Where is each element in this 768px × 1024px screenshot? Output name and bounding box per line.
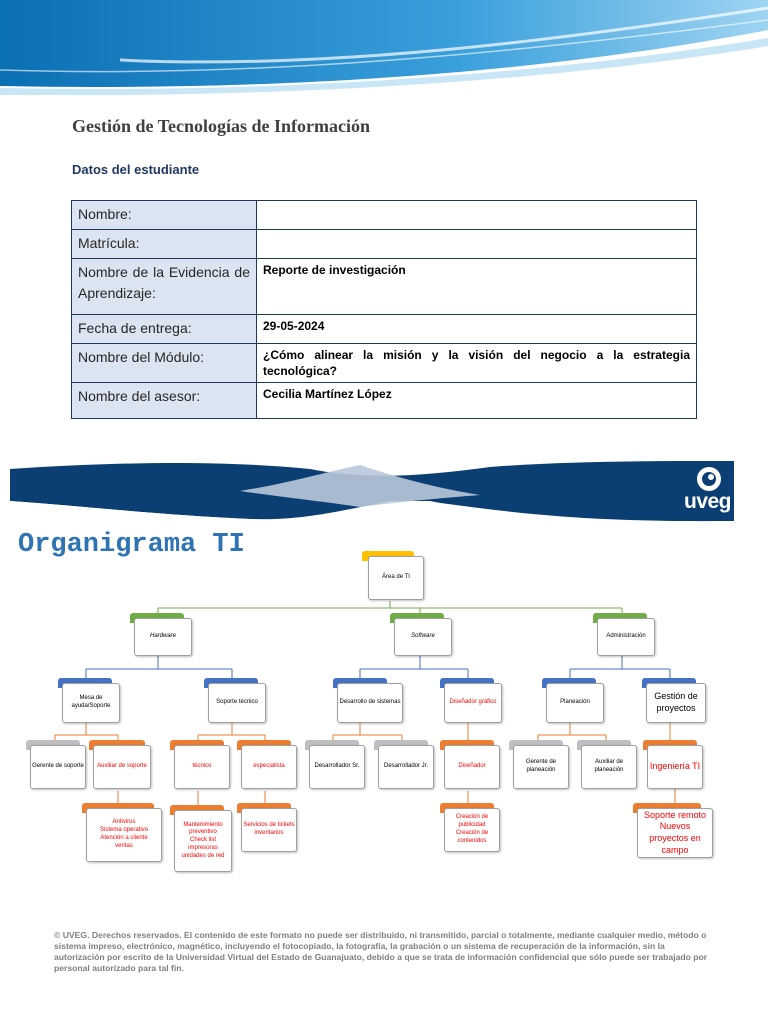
row-value: ¿Cómo alinear la misión y la visión del negocio a la estrategia tecnológica? (257, 344, 697, 383)
section-title: Datos del estudiante (72, 162, 200, 177)
org-node-gerente-planeacion: Gerente de planeación (513, 745, 569, 789)
org-node-tecnico: técnico (174, 745, 230, 789)
org-node-disenador-grafico: Diseñador gráfico (444, 683, 502, 723)
org-node-ingenieria-ti: Ingeniería TI (647, 745, 703, 789)
document-title: Gestión de Tecnologías de Información (72, 116, 371, 136)
table-row (72, 344, 697, 383)
table-row (72, 201, 697, 230)
org-node-planeacion: Planeación (546, 683, 604, 723)
task-item: ventas (115, 842, 133, 849)
row-label: Matrícula: (72, 230, 257, 259)
org-node-soporte-tecnico: Soporte técnico (208, 683, 266, 723)
task-item: Antivirus (112, 819, 136, 826)
task-item: Nuevos proyectos en campo (649, 821, 701, 855)
task-item: Creación de publicidad (455, 814, 489, 829)
row-value: Reporte de investigación (257, 259, 697, 315)
org-node-disenador-tareas (444, 808, 500, 852)
table-row (72, 230, 697, 259)
row-value: Cecilia Martínez López (257, 383, 697, 419)
task-item: Creación de contenidos (455, 830, 489, 844)
org-node-auxiliar-tareas (86, 808, 162, 862)
org-node-hardware: Hardware (134, 618, 192, 656)
row-label: Nombre de la Evidencia de Aprendizaje: (72, 259, 257, 315)
row-value (257, 230, 697, 259)
org-node-disenador: Diseñador (444, 745, 500, 789)
task-item: Check list impresoras unidades de red (181, 837, 225, 859)
org-node-administracion: Administración (597, 618, 655, 656)
table-row (72, 383, 697, 419)
org-node-desarrollador-sr: Desarrollador Sr. (309, 745, 365, 789)
org-node-especialista: especialista (241, 745, 297, 789)
org-node-especialista-tareas: Servicios de tickets inventarios (241, 808, 297, 852)
org-banner (10, 461, 734, 525)
uveg-logo-text: uveg (684, 490, 732, 513)
org-node-desarrollador-jr: Desarrollador Jr. (378, 745, 434, 789)
org-node-auxiliar-soporte: Auxiliar de soporte (93, 745, 151, 789)
row-label: Nombre del Módulo: (72, 344, 257, 383)
table-row (72, 315, 697, 344)
row-label: Fecha de entrega: (72, 315, 257, 344)
table-row (72, 259, 697, 315)
row-value (257, 201, 697, 230)
org-node-gestion-proyectos: Gestión de proyectos (646, 683, 706, 723)
task-item: Atención a cliente (100, 835, 148, 841)
copyright-notice: © UVEG. Derechos reservados. El contenido de este formato no puede ser distribuido, ni transmitido, parcial o totalmente, mediante cualquier medio, método o sistema impreso, electrónico, magnético, incluyendo el fotocopiado, la fotografía, la grabación o un sistema de recuperación de la información, sin la autorización por escrito de la Universidad Virtual del Estado de Guanajuato, debido a que se trata de información confidencial que sólo puede ser trabajado por personal autorizado para tal fin. (54, 930, 708, 973)
org-chart-title: Organigrama TI (18, 530, 245, 560)
task-item: Mantenimiento preventivo (183, 821, 223, 836)
org-node-auxiliar-planeacion: Auxiliar de planeación (581, 745, 637, 789)
header-banner (0, 0, 768, 95)
org-node-tecnico-tareas (174, 810, 232, 872)
org-node-root: Área de TI (368, 556, 424, 600)
row-label: Nombre del asesor: (72, 383, 257, 419)
task-item: Sistema operativo (99, 827, 149, 834)
row-value: 29-05-2024 (257, 315, 697, 344)
task-item: Soporte remoto (643, 809, 707, 820)
student-data-table (71, 200, 697, 419)
org-node-software: Software (394, 618, 452, 656)
org-node-mesa-ayuda: Mesa de ayuda/Soporte (62, 683, 120, 723)
row-label: Nombre: (72, 201, 257, 230)
org-node-desarrollo: Desarrollo de sistemas (337, 683, 403, 723)
org-node-ingenieria-tareas (637, 808, 713, 858)
org-node-gerente-soporte: Gerente de soporte (30, 745, 86, 789)
